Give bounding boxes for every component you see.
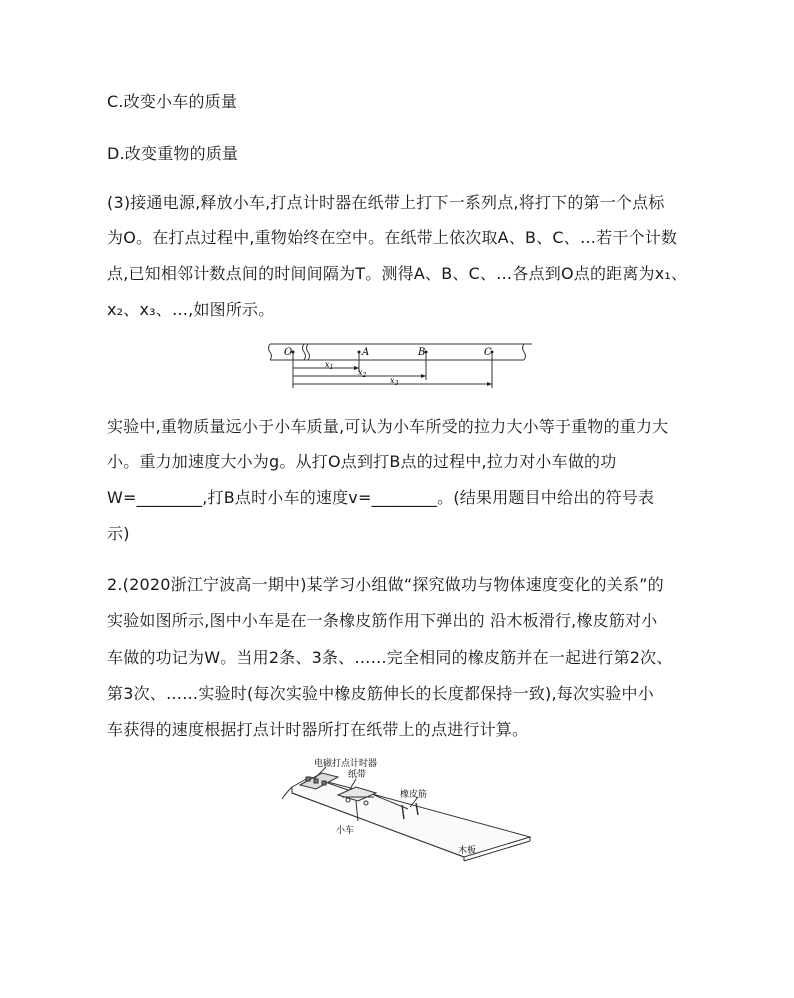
cart-label: 小车: [336, 826, 355, 836]
svg-text:x2: [358, 368, 367, 379]
band-label: 橡皮筋: [400, 790, 428, 800]
x2-sub: 2: [362, 372, 367, 379]
tape-label: 纸带: [348, 770, 367, 780]
option-c: C.改变小车的质量: [107, 92, 238, 111]
point-o-label: O: [284, 347, 293, 358]
q3-line-7: W=________,打B点时小车的速度v=________。(结果用题目中给出的符号表: [107, 488, 655, 507]
q2-line-5: 车获得的速度根据打点计时器所打在纸带上的点进行计算。: [107, 720, 529, 739]
point-c-label: C: [484, 347, 492, 358]
q3-line-8: 示): [107, 524, 130, 543]
apparatus-figure: [278, 757, 538, 862]
q2-line-4: 第3次、……实验时(每次实验中橡皮筋伸长的长度都保持一致),每次实验中小: [107, 684, 654, 703]
option-d: D.改变重物的质量: [107, 144, 239, 163]
q2-line-3: 车做的功记为W。当用2条、3条、……完全相同的橡皮筋并在一起进行第2次、: [107, 648, 673, 667]
svg-text:x3: [390, 376, 399, 387]
point-b-label: B: [418, 347, 426, 358]
q3-line-6: 小。重力加速度大小为g。从打O点到打B点的过程中,拉力对小车做的功: [107, 452, 617, 471]
x1-sub: 1: [329, 364, 334, 371]
svg-text:x1: [325, 360, 333, 371]
q3-line-3: 点,已知相邻计数点间的时间间隔为T。测得A、B、C、…各点到O点的距离为x₁、: [107, 264, 688, 283]
q3-line-5: 实验中,重物质量远小于小车质量,可认为小车所受的拉力大小等于重物的重力大: [107, 417, 669, 436]
q3-line-2: 为O。在打点过程中,重物始终在空中。在纸带上依次取A、B、C、…若干个计数: [107, 228, 678, 247]
x2-label: x: [358, 368, 363, 377]
paper-tape-figure: [262, 340, 532, 390]
timer-label: 电磁打点计时器: [314, 759, 378, 769]
x3-label: x: [390, 376, 395, 385]
point-a-label: A: [362, 347, 370, 358]
q2-line-1: 2.(2020浙江宁波高一期中)某学习小组做“探究做功与物体速度变化的关系”的: [107, 575, 664, 594]
x3-sub: 3: [394, 380, 399, 387]
q3-line-1: (3)接通电源,释放小车,打点计时器在纸带上打下一系列点,将打下的第一个点标: [107, 193, 665, 212]
q2-line-2: 实验如图所示,图中小车是在一条橡皮筋作用下弹出的 沿木板滑行,橡皮筋对小: [107, 611, 658, 630]
board-label: 木板: [458, 846, 477, 856]
x1-label: x: [325, 360, 330, 369]
q3-line-4: x₂、x₃、…,如图所示。: [107, 300, 275, 319]
